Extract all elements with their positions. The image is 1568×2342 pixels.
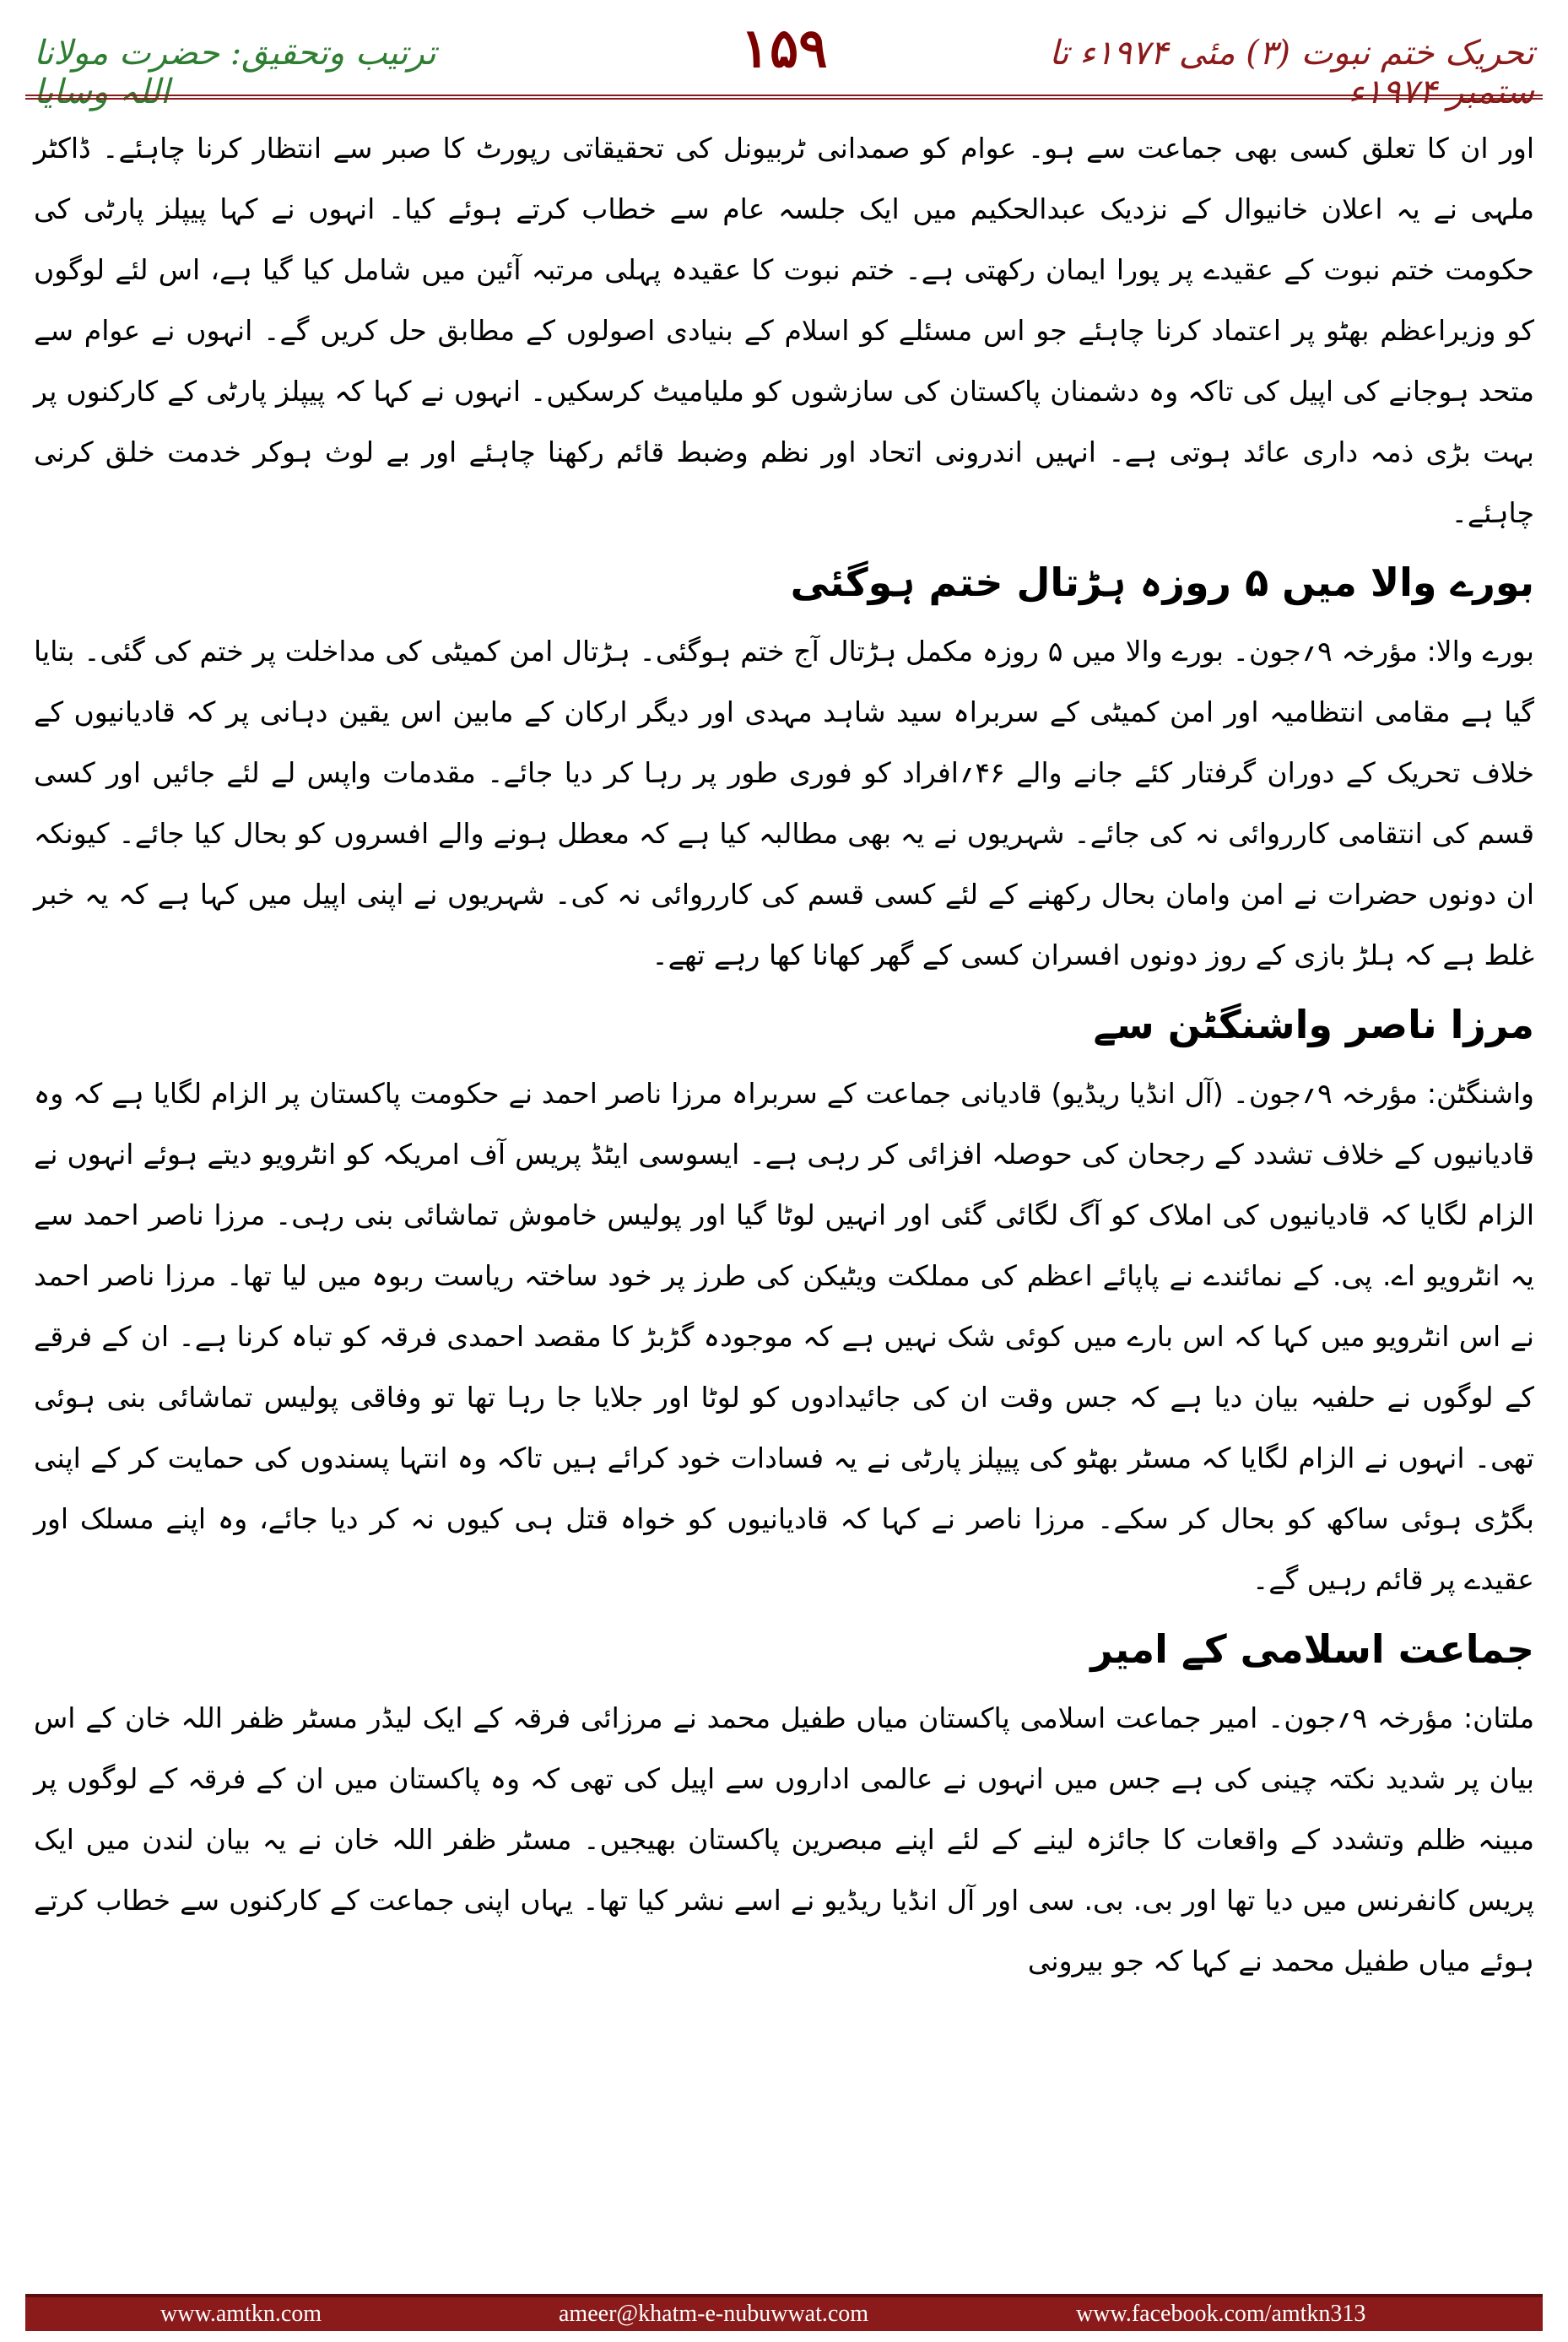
header-divider	[25, 95, 1543, 100]
compiler-credit: ترتیب وتحقیق: حضرت مولانا اللہ وسایا	[34, 34, 436, 111]
website-link[interactable]: www.amtkn.com	[160, 2301, 322, 2327]
section-heading-washington: مرزا ناصر واشنگٹن سے	[1093, 1002, 1534, 1047]
section-text-burewala: بورے والا: مؤرخہ ۹؍جون۔ بورے والا میں ۵ روزہ مکمل ہڑتال آج ختم ہوگئی۔ ہڑتال امن کمیٹی کی مداخلت پر ختم کی گئی۔ بتایا گیا ہے مقامی انتظامیہ اور امن کمیٹی کے سربراہ سید شاہد مہدی اور دیگر ارکان کے مابین اس یقین دہانی پر کہ قادیانیوں کے خلاف تحریک کے دوران گرفتار کئے جانے والے ۴۶؍افراد کو فوری طور پر رہا کر دیا جائے۔ مقدمات واپس لے لئے جائیں اور کسی قسم کی انتقامی کارروائی نہ کی جائے۔ شہریوں نے یہ بھی مطالبہ کیا ہے کہ معطل ہونے والے افسروں کو بحال کیا جائے۔ کیونکہ ان دونوں حضرات نے امن وامان بحال رکھنے کے لئے کسی قسم کی کارروائی نہ کی۔ شہریوں نے اپنی اپیل میں کہا ہے کہ یہ خبر غلط ہے کہ ہلڑ بازی کے روز دونوں افسران کسی کے گھر کھانا کھا رہے تھے۔	[34, 635, 1534, 971]
book-title: تحریک ختم نبوت (۳) مئی ۱۹۷۴ء تا ستمبر ۱۹۷۴ء	[1049, 34, 1534, 111]
page-number: ۱۵۹	[740, 17, 828, 80]
section-text-jamaat-islami: ملتان: مؤرخہ ۹؍جون۔ امیر جماعت اسلامی پاکستان میاں طفیل محمد نے مرزائی فرقہ کے ایک لیڈر مسٹر ظفر اللہ خان کے اس بیان پر شدید نکتہ چینی کی ہے جس میں انہوں نے عالمی اداروں سے اپیل کی تھی کہ وہ پاکستان میں ان کے فرقہ کے لوگوں پر مبینہ ظلم وتشدد کے واقعات کا جائزہ لینے کے لئے اپنے مبصرین پاکستان بھیجیں۔ مسٹر ظفر اللہ خان نے یہ بیان لندن میں ایک پریس کانفرنس میں دیا تھا اور بی. بی. سی اور آل انڈیا ریڈیو نے اسے نشر کیا تھا۔ یہاں اپنی جماعت کے کارکنوں سے خطاب کرتے ہوئے میاں طفیل محمد نے کہا کہ جو بیرونی	[34, 1701, 1535, 1977]
section-heading-burewala: بورے والا میں ۵ روزہ ہڑتال ختم ہوگئی	[790, 560, 1534, 605]
section-heading-jamaat-islami: جماعت اسلامی کے امیر	[1090, 1626, 1534, 1672]
email-link[interactable]: ameer@khatm-e-nubuwwat.com	[559, 2301, 869, 2327]
facebook-link[interactable]: www.facebook.com/amtkn313	[1076, 2301, 1366, 2327]
article-body	[34, 118, 1534, 1992]
page-header	[0, 0, 1568, 111]
section-text-washington: واشنگٹن: مؤرخہ ۹؍جون۔ (آل انڈیا ریڈیو) قادیانی جماعت کے سربراہ مرزا ناصر احمد نے حکومت پاکستان پر الزام لگایا ہے کہ وہ قادیانیوں کے خلاف تشدد کے رجحان کی حوصلہ افزائی کر رہی ہے۔ ایسوسی ایٹڈ پریس آف امریکہ کو انٹرویو دیتے ہوئے انہوں نے الزام لگایا کہ قادیانیوں کی املاک کو آگ لگائی گئی اور انہیں لوٹا گیا اور پولیس خاموش تماشائی بنی رہی۔ مرزا ناصر احمد سے یہ انٹرویو اے. پی. کے نمائندے نے پاپائے اعظم کی مملکت ویٹیکن کی طرز پر خود ساختہ ریاست ربوہ میں لیا تھا۔ مرزا ناصر احمد نے اس انٹرویو میں کہا کہ اس بارے میں کوئی شک نہیں ہے کہ موجودہ گڑبڑ کا مقصد احمدی فرقہ کو تباہ کرنا ہے۔ ان کے فرقے کے لوگوں نے حلفیہ بیان دیا ہے کہ جس وقت ان کی جائیدادوں کو لوٹا اور جلایا جا رہا تھا تو وفاقی پولیس تماشائی بنی ہوئی تھی۔ انہوں نے الزام لگایا کہ مسٹر بھٹو کی پیپلز پارٹی نے یہ فسادات خود کرائے ہیں تاکہ وہ انتہا پسندوں کی حمایت کر کے اپنی بگڑی ہوئی ساکھ کو بحال کر سکے۔ مرزا ناصر نے کہا کہ قادیانیوں کو خواہ قتل ہی کیوں نہ کر دیا جائے، وہ اپنے مسلک اور عقیدے پر قائم رہیں گے۔	[34, 1077, 1535, 1596]
intro-paragraph: اور ان کا تعلق کسی بھی جماعت سے ہو۔ عوام کو صمدانی ٹربیونل کی تحقیقاتی رپورٹ کا صبر سے انتظار کرنا چاہئے۔ ڈاکٹر ملہی نے یہ اعلان خانیوال کے نزدیک عبدالحکیم میں ایک جلسہ عام سے خطاب کرتے ہوئے کیا۔ انہوں نے کہا پیپلز پارٹی کی حکومت ختم نبوت کے عقیدے پر پورا ایمان رکھتی ہے۔ ختم نبوت کا عقیدہ پہلی مرتبہ آئین میں شامل کیا گیا ہے، اس لئے لوگوں کو وزیراعظم بھٹو پر اعتماد کرنا چاہئے جو اس مسئلے کو اسلام کے بنیادی اصولوں کے مطابق حل کریں گے۔ انہوں نے عوام سے متحد ہوجانے کی اپیل کی تاکہ وہ دشمنان پاکستان کی سازشوں کو ملیامیٹ کرسکیں۔ انہوں نے کہا کہ پیپلز پارٹی کے کارکنوں پر بہت بڑی ذمہ داری عائد ہوتی ہے۔ انہیں اندرونی اتحاد اور نظم وضبط قائم رکھنا چاہئے اور بے لوث ہوکر خدمت خلق کرنی چاہئے۔	[34, 132, 1534, 529]
footer-bar	[25, 2294, 1543, 2331]
